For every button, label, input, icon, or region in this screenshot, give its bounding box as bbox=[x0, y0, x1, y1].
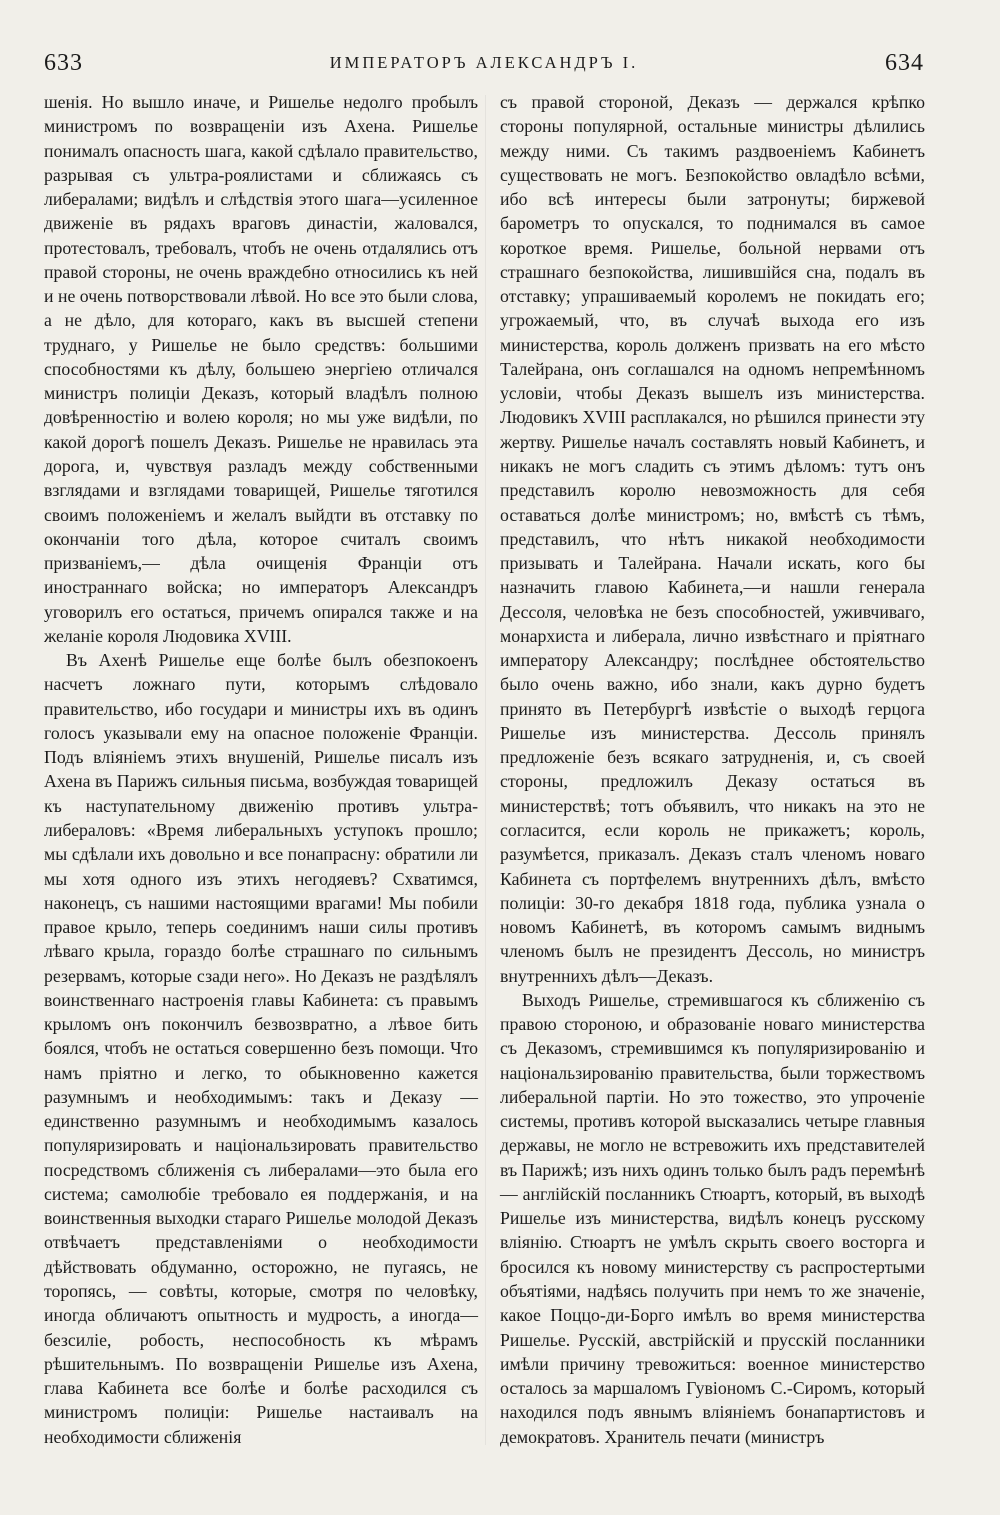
running-title: ИМПЕРАТОРЪ АЛЕКСАНДРЪ I. bbox=[329, 53, 639, 72]
column-gutter bbox=[485, 95, 486, 1445]
right-column bbox=[500, 90, 925, 1449]
left-paragraph-2: Въ Ахенѣ Ришелье еще болѣе былъ обезпокоенъ насчетъ ложнаго пути, которымъ слѣдовало правительство, ибо государи и министры ихъ въ одинъ голосъ указывали ему на опасное положеніе Франціи. Подъ вліяніемъ этихъ внушеній, Ришелье писалъ изъ Ахена въ Парижъ сильныя письма, возбуждая товарищей къ наступательному движенію противъ ультра-либераловъ: «Время либеральныхъ уступокъ прошло; мы сдѣлали ихъ довольно и все понапрасну: обратили ли мы хотя одного изъ этихъ негодяевъ? Схватимся, наконецъ, съ нашими настоящими врагами! Мы побили правое крыло, теперь соединимъ наши силы противъ лѣваго крыла, гораздо болѣе страшнаго по сильнымъ резервамъ, которые сзади него». Но Деказъ не раздѣлялъ воинственнаго настроенія главы Кабинета: съ правымъ крыломъ онъ покончилъ безвозвратно, а лѣвое бить боялся, чтобъ не остаться совершенно безъ помощи. Что намъ пріятно и легко, то обыкновенно кажется разумнымъ и необходимымъ: такъ и Деказу — единственно разумнымъ и необходимымъ казалось популяризировать и національзировать правительство посредствомъ сближенія съ либералами—это была его система; самолюбіе требовало ея поддержанія, и на воинственныя выходки стараго Ришелье молодой Деказъ отвѣчаетъ представленіями о необходимости дѣйствовать обдуманно, осторожно, не пугаясь, не торопясь, — совѣты, которые, смотря по человѣку, иногда обличаютъ опытность и мудрость, а иногда—безсиліе, робость, неспособность къ мѣрамъ рѣшительнымъ. По возвращеніи Ришелье изъ Ахена, глава Кабинета все болѣе и болѣе расходился съ министромъ полиціи: Ришелье настаивалъ на необходимости сближенія bbox=[44, 650, 478, 1447]
left-column bbox=[44, 90, 478, 1449]
page-header bbox=[44, 48, 924, 78]
left-paragraph-1: шенія. Но вышло иначе, и Ришелье недолго пробылъ министромъ по возвращеніи изъ Ахена. Ришелье понималъ опасность шага, какой сдѣлало правительство, разрывая съ ультра-роялистами и сближаясь съ либералами; видѣлъ и слѣдствія этого шага—усиленное движеніе въ рядахъ враговъ династіи, жаловался, протестовалъ, требовалъ, чтобъ не очень отдалялись отъ правой стороны, не очень враждебно относились къ ней и не очень потворствовали лѣвой. Но все это были слова, а не дѣло, для котораго, какъ въ высшей степени труднаго, у Ришелье не было средствъ: большими способностями къ дѣлу, большею энергіею отличался министръ полиціи Деказъ, который владѣлъ полною довѣренностію и волею короля; но мы уже видѣли, по какой дорогѣ пошелъ Деказъ. Ришелье не нравилась эта дорога, и, чувствуя разладъ между собственными взглядами и взглядами товарищей, Ришелье тяготился своимъ положеніемъ и желалъ выйдти въ отставку по окончаніи того дѣла, которое считалъ своимъ призваніемъ,— дѣла очищенія Франціи отъ иностраннаго войска; но императоръ Александръ уговорилъ его остаться, причемъ опирался также и на желаніе короля Людовика XVIII. bbox=[44, 92, 478, 646]
right-paragraph-1: съ правой стороной, Деказъ — держался крѣпко стороны популярной, остальные министры дѣлились между ними. Съ такимъ раздвоеніемъ Кабинетъ существовать не могъ. Безпокойство овладѣло всѣми, ибо всѣ интересы были затронуты; биржевой барометръ то опускался, то поднимался въ самое короткое время. Ришелье, больной нервами отъ страшнаго безпокойства, лишившійся сна, подалъ въ отставку; упрашиваемый королемъ не покидать его; угрожаемый, что, въ случаѣ выхода его изъ министерства, король долженъ призвать на его мѣсто Талейрана, онъ соглашался на одномъ непремѣнномъ условіи, чтобы Деказъ вышелъ изъ министерства. Людовикъ XVIII расплакался, но рѣшился принести эту жертву. Ришелье началъ составлять новый Кабинетъ, и никакъ не могъ сладить съ этимъ дѣломъ: тутъ онъ представилъ королю невозможность для себя оставаться долѣе министромъ; но, вмѣстѣ съ тѣмъ, представилъ, что нѣтъ никакой необходимости призывать и Талейрана. Начали искать, кого бы назначить главою Кабинета,—и нашли генерала Дессоля, человѣка не безъ способностей, уживчиваго, монархиста и либерала, лично извѣстнаго и пріятнаго императору Александру; послѣднее обстоятельство было очень важно, ибо знали, какъ дурно будетъ принято въ Петербургѣ извѣстіе о выходѣ герцога Ришелье изъ министерства. Дессоль принялъ предложеніе безъ всякаго затрудненія, и, съ своей стороны, предложилъ Деказу остаться въ министерствѣ; тотъ объявилъ, что никакъ на это не согласится, если король не прикажетъ; король, разумѣется, приказалъ. Деказъ сталъ членомъ новаго Кабинета съ портфелемъ внутреннихъ дѣлъ, вмѣсто полиціи: 30-го декабря 1818 года, публика узнала о новомъ Кабинетѣ, въ которомъ самымъ виднымъ членомъ былъ не президентъ Дессоль, но министръ внутреннихъ дѣлъ—Деказъ. bbox=[500, 92, 925, 986]
page-number-left: 633 bbox=[44, 49, 83, 76]
page-number-right: 634 bbox=[885, 49, 924, 76]
right-paragraph-2: Выходъ Ришелье, стремившагося къ сближенію съ правою стороною, и образованіе новаго министерства съ Деказомъ, стремившимся къ популяризированію и національзированію правительства, были торжествомъ либеральной партіи. Но это тожество, это упроченіе системы, противъ которой высказались четыре главныя державы, не могло не встревожить ихъ представителей въ Парижѣ; изъ нихъ одинъ только былъ радъ перемѣнѣ — англійскій посланникъ Стюартъ, который, въ выходѣ Ришелье изъ министерства, видѣлъ конецъ русскому вліянію. Стюартъ не умѣлъ скрыть своего восторга и бросился къ новому министерству съ распростертыми объятіями, надѣясь получить при немъ то же значеніе, какое Поццо-ди-Борго имѣлъ во время министерства Ришелье. Русскій, австрійскій и прусскій посланники имѣли причину тревожиться: военное министерство осталось за маршаломъ Гувіономъ С.-Сиромъ, который находился подъ явнымъ вліяніемъ бонапартистовъ и демократовъ. Хранитель печати (министръ bbox=[500, 989, 925, 1447]
